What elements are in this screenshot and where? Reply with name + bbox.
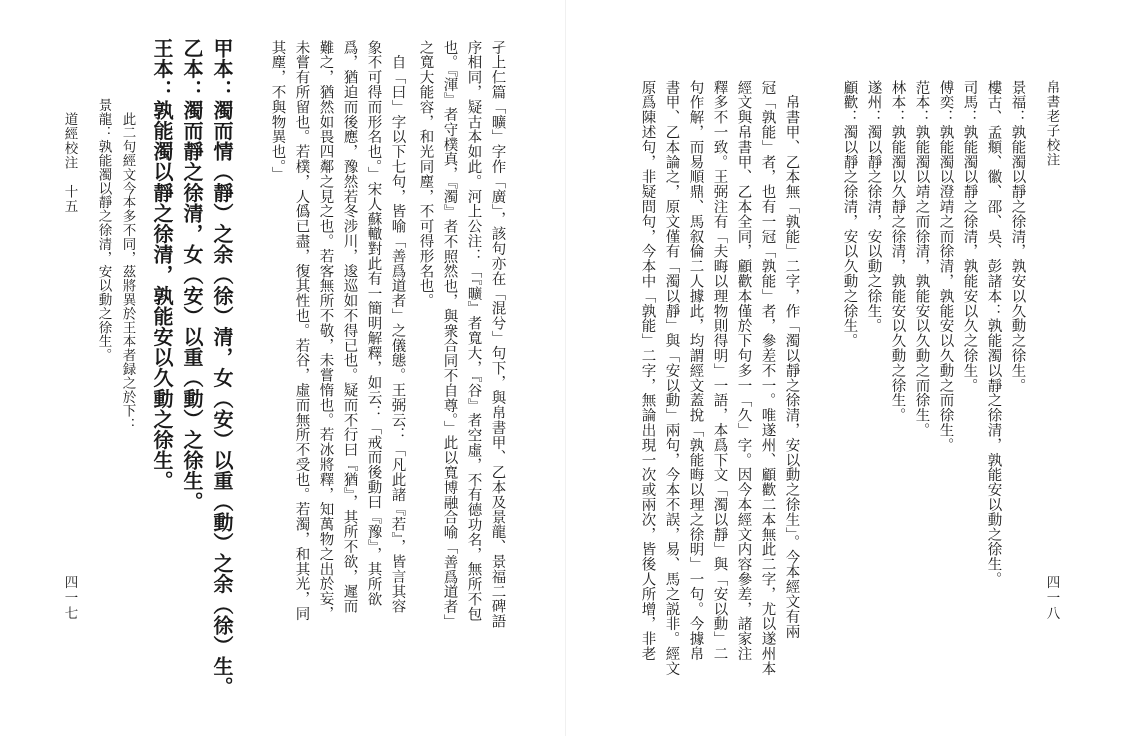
text-line: 原爲陳述句，非疑問句，今本中「孰能」二字，無論出現一次或兩次，皆後人所增，非老 [639,80,656,662]
text-line: 冠「孰能」者，也有一冠「孰能」者，參差不一。唯遂州、顧歡二本無此二字，尤以遂州本 [759,80,776,676]
text-line: 爲，猶迫而後應，豫然若冬涉川，逡巡如不得已也。疑而不行曰『猶』，其所不欲，遲而 [341,40,358,614]
variant-line: 樓古、孟頫、徽、邵、吳、彭諸本：孰能濁以靜之徐清，孰能安以動之徐生。 [985,80,1002,587]
running-header-right: 帛書老子校注 [1043,80,1060,167]
page-number-right: 四一八 [1043,575,1060,622]
text-line: 難之，猶然如畏四鄰之見之也。若客無所不敬，未嘗惰也。若冰將釋，知萬物之出於妄， [317,40,334,622]
variant-line: 遂州：濁以靜之徐清，安以動之徐生。 [865,80,882,334]
text-line: 孑上仁篇「曠」字作「廣」，該句亦在「混兮」句下，與帛書甲、乙本及景龍、景福二碑語 [489,40,506,629]
variant-line: 林本：孰能濁以久靜之徐清，孰能安以久動之徐生。 [889,80,906,423]
note-line: 此二句經文今本多不同，茲將異於王本者録之於下： [119,98,136,432]
manuscript-variant-line: 乙本：濁而靜之徐清，女（安）以重（動）之徐生。 [180,38,204,512]
text-line: 帛書甲、乙本無「孰能」二字，作「濁以靜之徐清，安以動之徐生」。今本經文有兩 [783,80,800,639]
text-line: 也。『渾』者守樸真，『濁』者不照然也，與衆合同不自尊。」此以寬博融合喻「善爲道者」 [441,40,458,630]
text-line: 未嘗有所留也。若樸，人僞已盡，復其性也。若谷，虛而無所不受也。若濁，和其光，同 [293,40,310,622]
variant-line: 景福：孰能濁以靜之徐清，孰安以久動之徐生。 [1009,80,1026,393]
text-line: 句作解，而易順鼎、馬叙倫二人據此，均謂經文蓋挩「孰能晦以理之徐明」一句。今據帛 [687,80,704,662]
text-line: 經文與帛書甲、乙本全同，顧歡本僅於下句多一「久」字。因今本經文内容參差，諸家注 [735,80,752,662]
variant-line: 顧歡：濁以靜之徐清，安以久動之徐生。 [841,80,858,349]
page-number-left: 四一七 [61,575,78,622]
text-line: 之寬大能容，和光同塵，不可得形名也。 [417,40,434,309]
text-line: 自「曰」字以下七句，皆喻「善爲道者」之儀態。王弼云：「凡此諸『若』，皆言其容 [389,40,406,614]
variant-line: 傅奕：孰能濁以澄靖之而徐清，孰能安以久動之而徐生。 [937,80,954,453]
text-line: 其塵，不與物異也。」 [269,40,286,182]
text-line: 釋多不一致。王弼注有「夫晦以理物則得明」一語，本爲下文「濁以靜」與「安以動」二 [711,80,728,662]
text-line: 書甲、乙本論之，原文僅有「濁以靜」與「安以動」兩句，今本不誤，易、馬之説非。經文 [663,80,680,676]
variant-line: 范本：孰能濁以靖之而徐清，孰能安以久動之而徐生。 [913,80,930,438]
running-header-left: 道經校注 十五 [61,112,78,214]
text-line: 象不可得而形名也。」宋人蘇轍對此有一簡明解釋，如云：「戒而後動曰『豫』，其所欲 [365,40,382,607]
manuscript-variant-line: 王本：孰能濁以靜之徐清，孰能安以久動之徐生。 [150,38,174,492]
text-line: 序相同，疑古本如此。河上公注：「『曠』者寬大，『谷』者空虛，不有德功名，無所不包 [465,40,482,622]
note-line: 景龍：孰能濁以靜之徐清，安以動之徐生。 [95,98,112,363]
variant-line: 司馬：孰能濁以靜之徐清，孰能安以久之徐生。 [961,80,978,393]
manuscript-variant-line: 甲本：濁而情（靜）之余（徐）清，女（安）以重（動）之余（徐）生。 [210,38,234,698]
right-page [566,0,1132,736]
